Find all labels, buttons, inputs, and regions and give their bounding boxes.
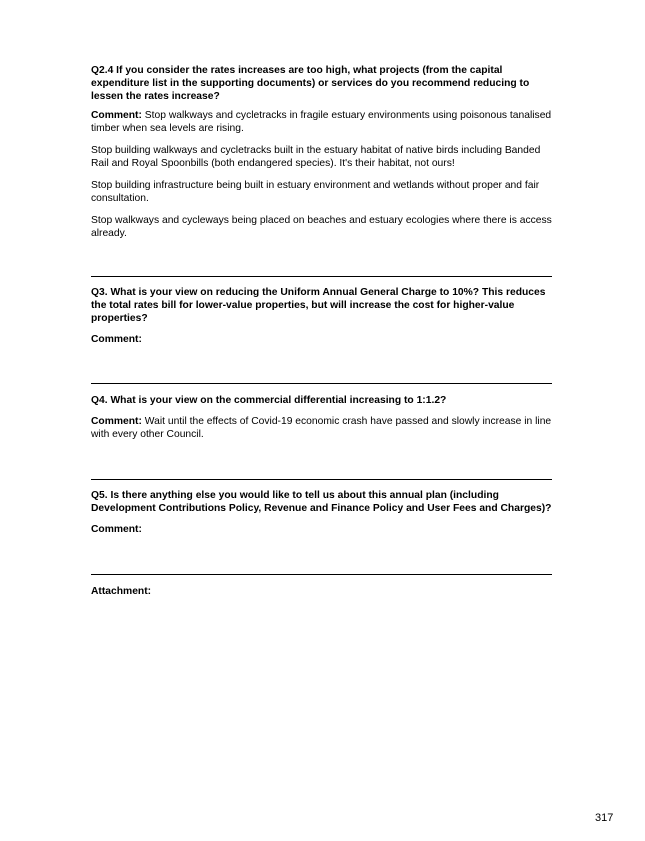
- question-q3: Q3. What is your view on reducing the Uniform Annual General Charge to 10%? This reduces the total rates bill for lower-value properties, but will increase the cost for higher-value properties?: [91, 287, 546, 324]
- comment-paragraph: Stop building infrastructure being built in estuary environment and wetlands without proper and fair consultation.: [91, 180, 540, 204]
- comment-label: Comment:: [91, 334, 142, 345]
- comment-q3: [91, 333, 553, 346]
- comment-q4: [91, 415, 553, 441]
- comment-label: Comment:: [91, 524, 142, 535]
- question-q2-4: Q2.4 If you consider the rates increases are too high, what projects (from the capital expenditure list in the supporting documents) or services do you recommend reducing to lessen the rates increase?: [91, 65, 530, 102]
- comment-q5: [91, 523, 553, 536]
- question-q4: Q4. What is your view on the commercial differential increasing to 1:1.2?: [91, 395, 447, 406]
- comment-text: Wait until the effects of Covid-19 economic crash have passed and slowly increase in line with every other Council.: [91, 416, 552, 440]
- section-divider: [91, 276, 552, 277]
- section-divider: [91, 383, 552, 384]
- question-q5: Q5. Is there anything else you would like to tell us about this annual plan (including Development Contributions Policy, Revenue and Finance Policy and User Fees and Charges)?: [91, 490, 552, 514]
- section-q5: [91, 489, 553, 545]
- comment-label: Comment:: [91, 416, 142, 427]
- section-divider: [91, 574, 552, 575]
- section-q2-4: [91, 64, 553, 249]
- comment-text: Stop walkways and cycletracks in fragile estuary environments using poisonous tanalised timber when sea levels are rising.: [91, 110, 552, 134]
- comment-paragraph: Stop building walkways and cycletracks built in the estuary habitat of native birds including Banded Rail and Royal Spoonbills (both endangered species). It's their habitat, not ours!: [91, 145, 541, 169]
- comment-paragraph: Stop walkways and cycleways being placed on beaches and estuary ecologies where there is access already.: [91, 215, 552, 239]
- section-divider: [91, 479, 552, 480]
- section-q3: [91, 286, 553, 355]
- section-q4: [91, 394, 553, 450]
- attachment-label: Attachment:: [91, 586, 152, 597]
- page-number: 317: [595, 812, 614, 824]
- comment-label: Comment:: [91, 110, 142, 121]
- comment-q2-4: [91, 109, 553, 135]
